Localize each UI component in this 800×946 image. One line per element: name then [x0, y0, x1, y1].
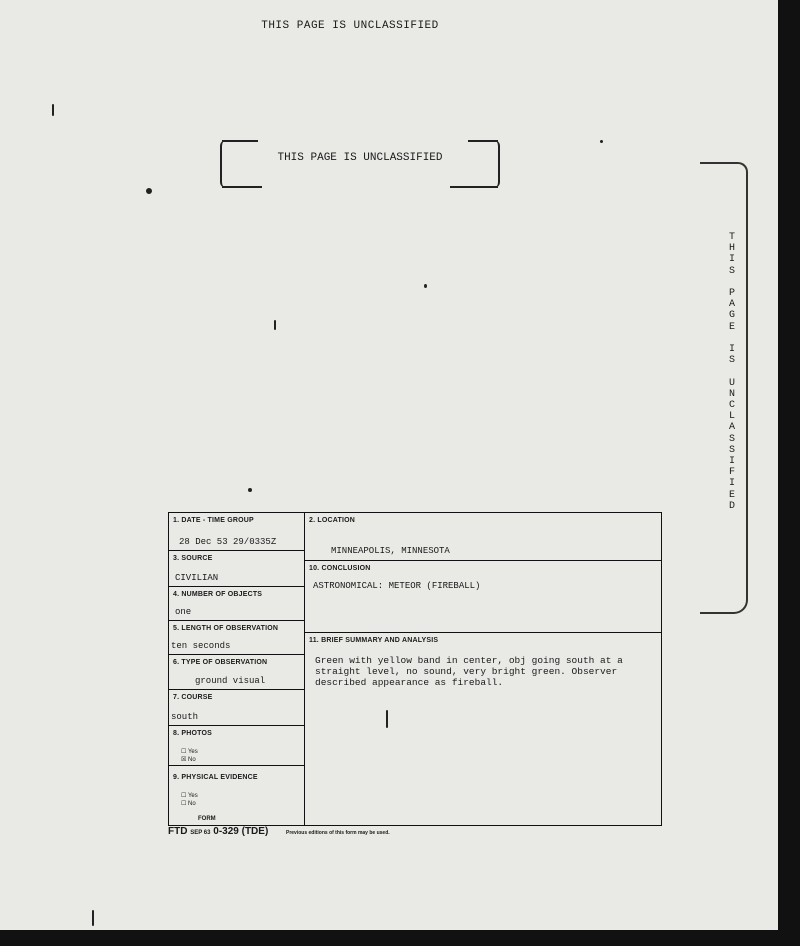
course-value: south [171, 712, 199, 722]
length-of-observation-cell [169, 621, 305, 655]
scan-edge-right [778, 0, 800, 946]
bracket-stroke [468, 140, 498, 142]
scan-speck [146, 188, 152, 194]
form-date-code: SEP 63 [190, 830, 211, 836]
physical-evidence-no-checkbox: ☐ No [181, 801, 196, 807]
number-of-objects-cell [169, 587, 305, 621]
scan-speck [424, 284, 427, 288]
type-of-observation-cell [169, 655, 305, 690]
number-of-objects-label: 4. NUMBER OF OBJECTS [173, 591, 263, 598]
type-of-observation-value: ground visual [195, 676, 266, 686]
source-cell [169, 551, 305, 587]
physical-evidence-label: 9. PHYSICAL EVIDENCE [173, 774, 258, 781]
photos-label: 8. PHOTOS [173, 730, 213, 737]
location-label: 2. LOCATION [309, 517, 356, 524]
form-identifier [168, 826, 268, 837]
project-card-form [168, 512, 662, 826]
type-of-observation-label: 6. TYPE OF OBSERVATION [173, 659, 268, 666]
photos-yes-checkbox: ☐ Yes [181, 749, 198, 755]
source-value: CIVILIAN [175, 573, 219, 583]
conclusion-label: 10. CONCLUSION [309, 565, 371, 572]
physical-evidence-cell [169, 766, 305, 825]
date-time-group-cell [169, 513, 305, 551]
side-classification-text: T H I S P A G E I S U N C L A S S I F I E D [728, 232, 735, 512]
course-label: 7. COURSE [173, 694, 213, 701]
bracket-stroke [222, 186, 262, 188]
scan-speck [386, 710, 388, 728]
boxed-classification-text: THIS PAGE IS UNCLASSIFIED [277, 152, 443, 164]
scan-speck [600, 140, 603, 143]
brief-summary-label: 11. BRIEF SUMMARY AND ANALYSIS [309, 637, 439, 644]
scan-speck [52, 104, 54, 116]
location-cell [305, 513, 661, 561]
scan-speck [248, 488, 252, 492]
form-number: 0-329 (TDE) [213, 826, 269, 837]
length-of-observation-label: 5. LENGTH OF OBSERVATION [173, 625, 279, 632]
scan-speck [274, 320, 276, 330]
source-label: 3. SOURCE [173, 555, 213, 562]
boxed-classification-stamp [220, 140, 500, 188]
date-time-group-value: 28 Dec 53 29/0335Z [179, 537, 277, 547]
conclusion-cell [305, 561, 661, 633]
location-value: MINNEAPOLIS, MINNESOTA [331, 546, 450, 556]
top-classification-banner: THIS PAGE IS UNCLASSIFIED [261, 20, 439, 32]
physical-evidence-yes-checkbox: ☐ Yes [181, 793, 198, 799]
scan-speck [92, 910, 94, 926]
course-cell [169, 690, 305, 726]
number-of-objects-value: one [175, 607, 192, 617]
length-of-observation-value: ten seconds [171, 641, 231, 651]
brief-summary-cell [305, 633, 661, 825]
conclusion-value: ASTRONOMICAL: METEOR (FIREBALL) [313, 581, 481, 591]
form-word: FORM [198, 816, 216, 822]
previous-editions-note: Previous editions of this form may be used. [286, 830, 390, 836]
date-time-group-label: 1. DATE - TIME GROUP [173, 517, 254, 524]
photos-cell [169, 726, 305, 766]
brief-summary-text: Green with yellow band in center, obj going south at a straight level, no sound, very bright green. Observer described appearance as fireball. [315, 655, 623, 688]
scan-edge-bottom [0, 930, 800, 946]
photos-no-checkbox: ☒ No [181, 757, 196, 763]
side-classification-bracket [700, 162, 748, 614]
ftd-label: FTD [168, 826, 188, 837]
